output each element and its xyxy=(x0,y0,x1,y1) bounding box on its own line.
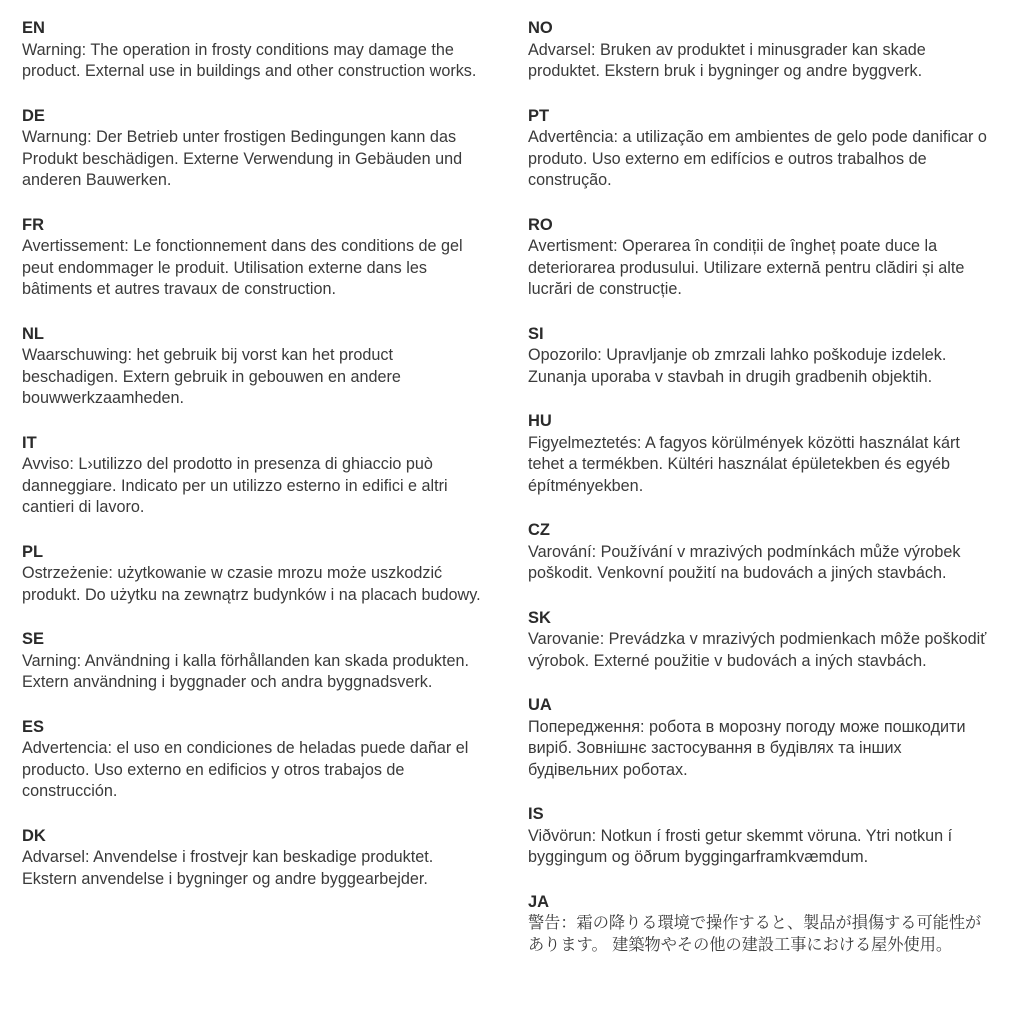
lang-code-nl: NL xyxy=(22,324,44,343)
warning-text-pl: Ostrzeżenie: użytkowanie w czasie mrozu może uszkodzić produkt. Do użytku na zewnątrz budynków i na placach budowy. xyxy=(22,564,481,604)
lang-code-ua: UA xyxy=(528,696,552,714)
warning-text-es: Advertencia: el uso en condiciones de heladas puede dañar el producto. Uso externo en edificios y otros trabajos de construcción. xyxy=(22,739,469,800)
warning-text-si: Opozorilo: Upravljanje ob zmrzali lahko poškoduje izdelek. Zunanja uporaba v stavbah in drugih gradbenih objektih. xyxy=(528,346,947,386)
lang-code-fr: FR xyxy=(22,215,44,234)
lang-section-pt xyxy=(528,106,996,192)
lang-section-cz xyxy=(528,520,996,585)
warning-text-cz: Varování: Používání v mrazivých podmínkách může výrobek poškodit. Venkovní použití na budovách a jiných stavbách. xyxy=(528,542,961,582)
lang-code-si: SI xyxy=(528,324,544,343)
lang-section-en xyxy=(22,18,490,83)
lang-code-cz: CZ xyxy=(528,521,550,539)
warning-text-fr: Avertissement: Le fonctionnement dans des conditions de gel peut endommager le produit. Utilisation externe dans les bâtiments et autres travaux de construction. xyxy=(22,237,463,298)
lang-code-en: EN xyxy=(22,19,45,37)
right-column xyxy=(528,18,996,979)
lang-section-dk xyxy=(22,826,490,891)
warning-text-ja: 警告：霜の降りる環境で操作すると、製品が損傷する可能性があります。 建築物やその他の建設工事における屋外使用。 xyxy=(528,914,982,954)
warning-text-nl: Waarschuwing: het gebruik bij vorst kan het product beschadigen. Extern gebruik in gebouwen en andere bouwwerkzaamheden. xyxy=(22,346,401,407)
warning-text-dk: Advarsel: Anvendelse i frostvejr kan beskadige produktet. Ekstern anvendelse i bygninger og andre byggearbejder. xyxy=(22,848,434,888)
warning-text-pt: Advertência: a utilização em ambientes de gelo pode danificar o produto. Uso externo em edifícios e outros trabalhos de construção. xyxy=(528,128,987,189)
lang-section-de xyxy=(22,106,490,192)
lang-section-sk xyxy=(528,608,996,673)
warning-text-de: Warnung: Der Betrieb unter frostigen Bedingungen kann das Produkt beschädigen. Externe Verwendung in Gebäuden und anderen Bauwerken. xyxy=(22,128,463,189)
lang-code-ro: RO xyxy=(528,215,553,234)
lang-section-hu xyxy=(528,411,996,497)
lang-code-sk: SK xyxy=(528,608,551,627)
lang-section-fr xyxy=(22,215,490,301)
warning-text-no: Advarsel: Bruken av produktet i minusgrader kan skade produktet. Ekstern bruk i bygninger og andre byggverk. xyxy=(528,40,926,80)
lang-code-pt: PT xyxy=(528,106,550,125)
lang-code-de: DE xyxy=(22,106,45,125)
lang-code-hu: HU xyxy=(528,412,552,430)
lang-section-pl xyxy=(22,542,490,607)
warning-text-is: Viðvörun: Notkun í frosti getur skemmt vöruna. Ytri notkun í byggingum og öðrum byggingarframkvæmdum. xyxy=(528,826,953,866)
lang-code-dk: DK xyxy=(22,826,46,845)
lang-section-se xyxy=(22,629,490,694)
lang-section-nl xyxy=(22,324,490,410)
lang-section-no xyxy=(528,18,996,83)
lang-section-is xyxy=(528,804,996,869)
warning-text-ua: Попередження: робота в морозну погоду може пошкодити виріб. Зовнішнє застосування в будівлях та інших будівельних роботах. xyxy=(528,717,966,779)
lang-section-ja xyxy=(528,892,996,957)
lang-code-is: IS xyxy=(528,805,544,823)
lang-section-ua xyxy=(528,695,996,781)
lang-section-si xyxy=(528,324,996,389)
lang-code-it: IT xyxy=(22,433,37,452)
lang-code-ja: JA xyxy=(528,892,550,911)
lang-code-no: NO xyxy=(528,19,553,37)
lang-section-ro xyxy=(528,215,996,301)
warning-text-sk: Varovanie: Prevádzka v mrazivých podmienkach môže poškodiť výrobok. Externé použitie v budovách a iných stavbách. xyxy=(528,630,987,670)
warning-text-se: Varning: Användning i kalla förhållanden kan skada produkten. Extern användning i byggnader och andra byggnadsverk. xyxy=(22,651,469,691)
warning-text-it: Avviso: L›utilizzo del prodotto in presenza di ghiaccio può danneggiare. Indicato per un utilizzo esterno in edifici e altri cantieri di lavoro. xyxy=(22,455,448,516)
lang-code-es: ES xyxy=(22,717,45,736)
lang-section-es xyxy=(22,717,490,803)
warning-text-en: Warning: The operation in frosty conditions may damage the product. External use in buildings and other construction works. xyxy=(22,40,477,80)
lang-code-se: SE xyxy=(22,630,45,648)
lang-section-it xyxy=(22,433,490,519)
warning-text-ro: Avertisment: Operarea în condiții de îngheț poate duce la deteriorarea produsului. Utilizare externă pentru clădiri și alte lucrări de construcție. xyxy=(528,237,965,298)
warning-text-hu: Figyelmeztetés: A fagyos körülmények közötti használat kárt tehet a termékben. Kültéri használat épületekben és egyéb építményekben. xyxy=(528,433,960,495)
left-column xyxy=(22,18,490,979)
lang-code-pl: PL xyxy=(22,542,44,561)
